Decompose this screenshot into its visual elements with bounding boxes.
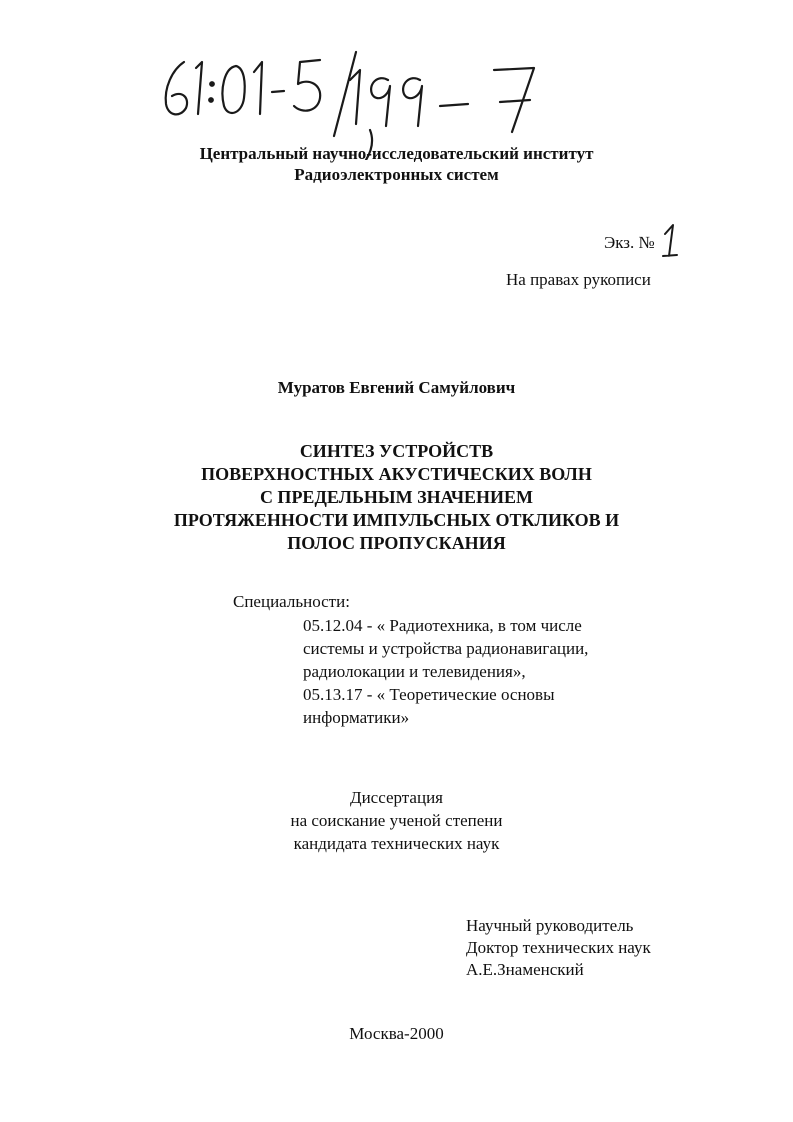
dissertation-line-2: на соискание ученой степени xyxy=(290,811,503,830)
dissertation-statement xyxy=(0,786,793,855)
supervisor-role: Научный руководитель xyxy=(466,916,634,935)
specialty-line: 05.13.17 - « Теоретические основы xyxy=(303,685,555,704)
rights-note: На правах рукописи xyxy=(506,270,651,289)
title-line: ПОЛОС ПРОПУСКАНИЯ xyxy=(287,533,506,553)
specialty-line: 05.12.04 - « Радиотехника, в том числе xyxy=(303,616,582,635)
supervisor-degree: Доктор технических наук xyxy=(466,938,651,957)
supervisor-name: А.Е.Знаменский xyxy=(466,960,584,979)
specialties-label: Специальности: xyxy=(233,592,350,611)
institute-line-1: Центральный научно-исследовательский институт xyxy=(199,144,594,163)
dissertation-line-3: кандидата технических наук xyxy=(293,834,500,853)
specialties-list xyxy=(303,614,588,729)
specialty-line: радиолокации и телевидения», xyxy=(303,662,526,681)
dissertation-title xyxy=(0,440,793,555)
copy-label: Экз. № xyxy=(604,233,655,252)
title-line: ПРОТЯЖЕННОСТИ ИМПУЛЬСНЫХ ОТКЛИКОВ И xyxy=(173,510,620,530)
author-name: Муратов Евгений Самуйлович xyxy=(277,378,516,397)
handwritten-catalog-number xyxy=(150,40,600,160)
supervisor-block xyxy=(466,915,651,981)
city-year: Москва-2000 xyxy=(349,1024,444,1043)
handwritten-copy-number xyxy=(659,222,681,258)
title-line: СИНТЕЗ УСТРОЙСТВ xyxy=(299,441,494,461)
institute-line-2: Радиоэлектронных систем xyxy=(294,165,499,184)
specialty-line: информатики» xyxy=(303,708,410,727)
specialty-line: системы и устройства радионавигации, xyxy=(303,639,589,658)
copy-number-block xyxy=(604,222,681,258)
title-line: ПОВЕРХНОСТНЫХ АКУСТИЧЕСКИХ ВОЛН xyxy=(201,464,592,484)
title-line: С ПРЕДЕЛЬНЫМ ЗНАЧЕНИЕМ xyxy=(259,487,534,507)
dissertation-line-1: Диссертация xyxy=(349,788,443,807)
institute-header xyxy=(0,143,793,185)
